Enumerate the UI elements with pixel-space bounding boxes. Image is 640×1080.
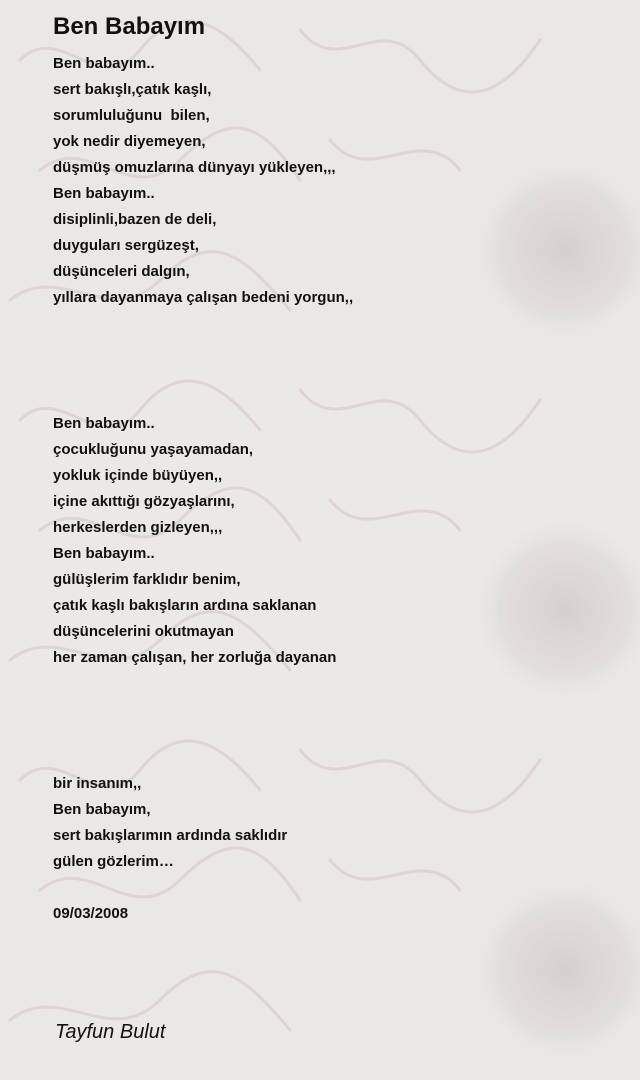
poem-line: içine akıttığı gözyaşlarını, bbox=[53, 493, 235, 510]
poem-line: Ben babayım, bbox=[53, 801, 151, 818]
poem-line: Ben babayım.. bbox=[53, 185, 155, 202]
poem-line: düşüncelerini okutmayan bbox=[53, 623, 234, 640]
poem-line: çocukluğunu yaşayamadan, bbox=[53, 441, 254, 458]
poem-line: gülüşlerim farklıdır benim, bbox=[53, 571, 241, 588]
poem-line: duyguları sergüzeşt, bbox=[53, 237, 199, 254]
poem-line: bir insanım,, bbox=[53, 775, 142, 792]
poem-line: sorumluluğunu bilen, bbox=[53, 107, 210, 124]
poem-line: çatık kaşlı bakışların ardına saklanan bbox=[53, 597, 317, 614]
poem-line: gülen gözlerim… bbox=[53, 853, 174, 870]
poem-stanza-2 bbox=[53, 411, 336, 671]
poem-line: Ben babayım.. bbox=[53, 415, 155, 432]
poem-line: sert bakışlı,çatık kaşlı, bbox=[53, 81, 212, 98]
poem-line: yokluk içinde büyüyen,, bbox=[53, 467, 223, 484]
poem-author[interactable]: Tayfun Bulut bbox=[55, 1021, 166, 1043]
poem-line: düşmüş omuzlarına dünyayı yükleyen,,, bbox=[53, 159, 336, 176]
poem-line: yok nedir diyemeyen, bbox=[53, 133, 206, 150]
poem-title: Ben Babayım bbox=[53, 13, 206, 40]
poem-line: sert bakışlarımın ardında saklıdır bbox=[53, 827, 288, 844]
poem-date: 09/03/2008 bbox=[53, 905, 129, 922]
poem-line: her zaman çalışan, her zorluğa dayanan bbox=[53, 649, 337, 666]
poem-line: düşünceleri dalgın, bbox=[53, 263, 190, 280]
poem-stanza-1 bbox=[53, 51, 353, 311]
poem-line: Ben babayım.. bbox=[53, 545, 155, 562]
poem-line: yıllara dayanmaya çalışan bedeni yorgun,, bbox=[53, 289, 354, 306]
poem-line: herkeslerden gizleyen,,, bbox=[53, 519, 223, 536]
poem-line: Ben babayım.. bbox=[53, 55, 155, 72]
poem-stanza-3 bbox=[53, 771, 287, 875]
poem-line: disiplinli,bazen de deli, bbox=[53, 211, 217, 228]
